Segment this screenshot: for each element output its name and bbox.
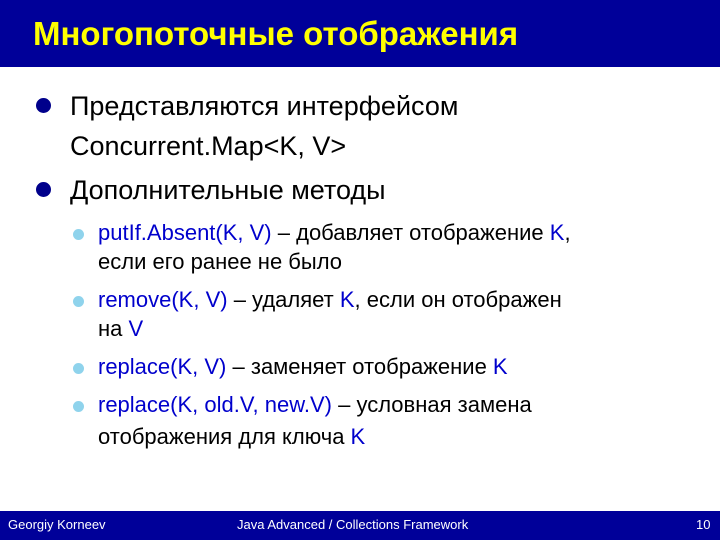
method-desc: – удаляет [227,287,340,312]
method-replace-conditional [98,391,532,419]
method-desc: , [564,220,571,245]
method-desc-line2 [98,315,143,343]
method-desc-line2 [98,423,365,451]
method-desc: , если он отображен [354,287,562,312]
bullet-dot-icon [36,98,51,113]
key-k: K [339,287,355,312]
method-signature: remove(K, V) [98,287,228,312]
method-desc: – условная замена [332,392,532,417]
footer-author: Georgiy Korneev [8,517,106,532]
sub-bullet-dot-icon [73,229,84,240]
bullet-text: Дополнительные методы [70,175,386,205]
sub-bullet-dot-icon [73,363,84,374]
method-desc: на [98,316,129,341]
footer-course: Java Advanced / Collections Framework [237,517,469,532]
key-k: K [549,220,565,245]
method-signature: replace(K, V) [98,354,227,379]
footer-bar [0,511,720,540]
method-signature: replace(K, old.V, new.V) [98,392,332,417]
method-signature: putIf.Absent(K, V) [98,220,272,245]
key-k: K [350,424,366,449]
method-replace [98,353,508,381]
sub-bullet-dot-icon [73,401,84,412]
slide-title: Многопоточные отображения [33,15,519,52]
bullet-text: Concurrent.Map<K, V> [70,131,347,161]
value-v: V [128,316,144,341]
bullet-dot-icon [36,182,51,197]
method-desc-line2: если его ранее не было [98,249,343,274]
method-putifabsent [98,219,571,247]
sub-bullet-dot-icon [73,296,84,307]
method-desc: отображения для ключа [98,424,351,449]
method-desc: – заменяет отображение [226,354,493,379]
footer-page-number: 10 [696,517,711,532]
method-desc: – добавляет отображение [271,220,550,245]
key-k: K [492,354,508,379]
bullet-text: Представляются интерфейсом [70,91,459,121]
method-remove [98,286,562,314]
